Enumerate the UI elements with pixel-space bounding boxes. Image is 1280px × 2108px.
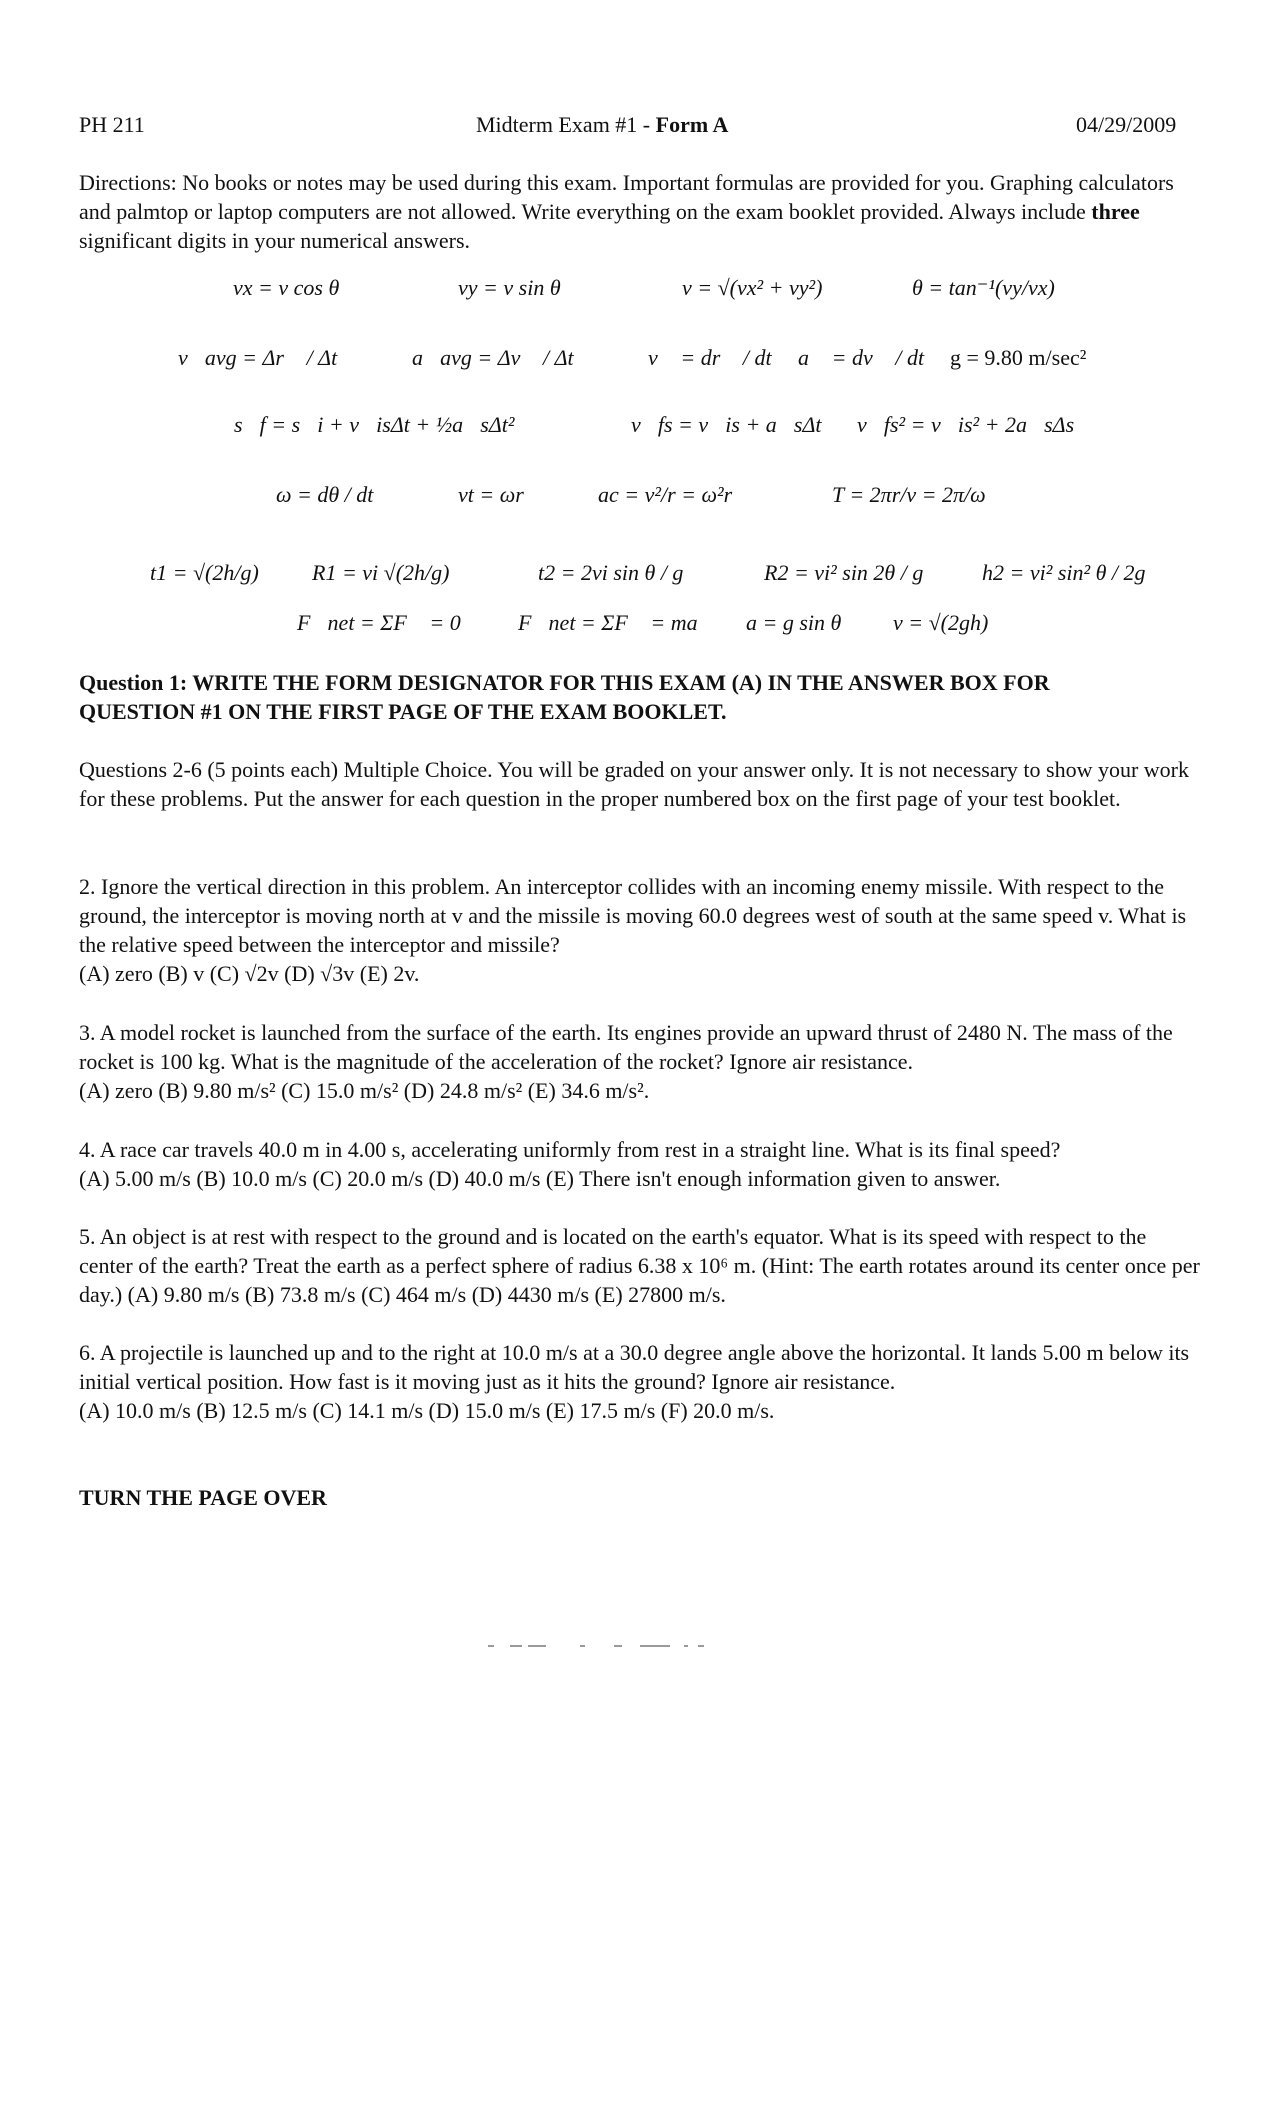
formula-v-instant: v⃗ = dr⃗ / dt (648, 345, 772, 370)
formula-v-magnitude: v = √(vx² + vy²) (682, 275, 823, 300)
formula-period: T = 2πr/v = 2π/ω (832, 482, 986, 507)
question-3-stem: 3. A model rocket is launched from the surface of the earth. Its engines provide an upward thrust of 2480 N. The mass of the rocket is 100 kg. What is the magnitude of the acceleration of the rocket? Ignore air resistance. (79, 1020, 1173, 1074)
question-2 (79, 872, 1204, 988)
question-1-line-1: Question 1: WRITE THE FORM DESIGNATOR FOR THIS EXAM (A) IN THE ANSWER BOX FOR (79, 670, 1050, 695)
formula-r1: R1 = vi √(2h/g) (312, 560, 450, 585)
question-4-options: (A) 5.00 m/s (B) 10.0 m/s (C) 20.0 m/s (D) 40.0 m/s (E) There isn't enough information given to answer. (79, 1166, 1001, 1191)
formula-h2: h2 = vi² sin² θ / 2g (982, 560, 1146, 585)
formula-f-net-ma: F⃗net = ΣF⃗ = ma⃗ (518, 610, 715, 635)
turn-page-note: TURN THE PAGE OVER (79, 1485, 327, 1510)
formula-a-incline: a = g sin θ (746, 610, 842, 635)
exam-date: 04/29/2009 (1076, 112, 1177, 137)
formula-vy: vy = v sin θ (458, 275, 561, 300)
exam-title-text: Midterm Exam #1 - (476, 112, 656, 137)
formula-v-drop: v = √(2gh) (893, 610, 989, 635)
formula-t2: t2 = 2vi sin θ / g (538, 560, 684, 585)
question-6 (79, 1338, 1204, 1425)
question-5 (79, 1222, 1204, 1309)
question-5-options: (A) 9.80 m/s (B) 73.8 m/s (C) 464 m/s (D) 4430 m/s (E) 27800 m/s. (127, 1282, 726, 1307)
mc-instructions: Questions 2-6 (5 points each) Multiple Choice. You will be graded on your answer only. It is not necessary to show your work for these problems. Put the answer for each question in the proper numbered box on the first page of your test booklet. (79, 757, 1190, 811)
formula-a-instant: a⃗ = dv⃗ / dt (798, 345, 925, 370)
question-1-line-2: QUESTION #1 ON THE FIRST PAGE OF THE EXAM BOOKLET. (79, 699, 727, 724)
question-2-stem: 2. Ignore the vertical direction in this problem. An interceptor collides with an incoming enemy missile. With respect to the ground, the interceptor is moving north at v and the missile is moving 60.0 degrees west of south at the same speed v. What is the relative speed between the interceptor and missile? (79, 874, 1187, 957)
formula-omega: ω = dθ / dt (276, 482, 374, 507)
scan-smudge (488, 1645, 718, 1648)
formula-s-final: s⃗f = s⃗i + v⃗isΔt + ½a⃗sΔt² (234, 412, 515, 437)
directions-text: Directions: No books or notes may be used during this exam. Important formulas are provided for you. Graphing calculators and palmtop or laptop computers are not allowed. Write everything on the exam booklet provided. Always include (79, 170, 1174, 224)
formula-t1: t1 = √(2h/g) (150, 560, 259, 585)
directions (79, 168, 1204, 255)
question-3-options: (A) zero (B) 9.80 m/s² (C) 15.0 m/s² (D) 24.8 m/s² (E) 34.6 m/s². (79, 1078, 650, 1103)
formula-theta: θ = tan⁻¹(vy/vx) (912, 275, 1055, 300)
directions-text-end: significant digits in your numerical answers. (79, 228, 471, 253)
formula-v-final: v⃗fs = v⃗is + a⃗sΔt (631, 412, 822, 437)
question-3 (79, 1018, 1204, 1105)
formula-v-avg: v⃗avg = Δr⃗ / Δt (178, 345, 338, 370)
question-5-stem: 5. An object is at rest with respect to the ground and is located on the earth's equator. What is its speed with respect to the center of the earth? Treat the earth as a perfect sphere of radius 6.38 x 10⁶ m. (Hint: The earth rotates around its center once per day.) (79, 1224, 1200, 1307)
course-code: PH 211 (79, 112, 145, 137)
formula-a-centripetal: ac = v²/r = ω²r (598, 482, 733, 507)
question-6-stem: 6. A projectile is launched up and to the right at 10.0 m/s at a 30.0 degree angle above the horizontal. It lands 5.00 m below its initial vertical position. How fast is it moving just as it hits the ground? Ignore air resistance. (79, 1340, 1190, 1394)
directions-bold: three (1091, 199, 1140, 224)
exam-title (476, 110, 728, 139)
formula-a-avg: a⃗avg = Δv⃗ / Δt (412, 345, 574, 370)
formula-v-tangential: vt = ωr (458, 482, 524, 507)
formula-r2: R2 = vi² sin 2θ / g (764, 560, 924, 585)
question-4 (79, 1135, 1204, 1193)
question-6-options: (A) 10.0 m/s (B) 12.5 m/s (C) 14.1 m/s (D) 15.0 m/s (E) 17.5 m/s (F) 20.0 m/s. (79, 1398, 775, 1423)
formula-vx: vx = v cos θ (233, 275, 340, 300)
question-4-stem: 4. A race car travels 40.0 m in 4.00 s, accelerating uniformly from rest in a straight line. What is its final speed? (79, 1137, 1061, 1162)
formula-g: g = 9.80 m/sec² (950, 345, 1087, 370)
formula-v-final-squared: v⃗fs² = v⃗is² + 2a⃗sΔs⃗ (857, 412, 1092, 437)
formula-f-net-zero: F⃗net = ΣF⃗ = 0 (297, 610, 461, 635)
question-2-options: (A) zero (B) v (C) √2v (D) √3v (E) 2v. (79, 961, 420, 986)
question-1 (79, 668, 1204, 726)
exam-form: Form A (655, 112, 729, 137)
